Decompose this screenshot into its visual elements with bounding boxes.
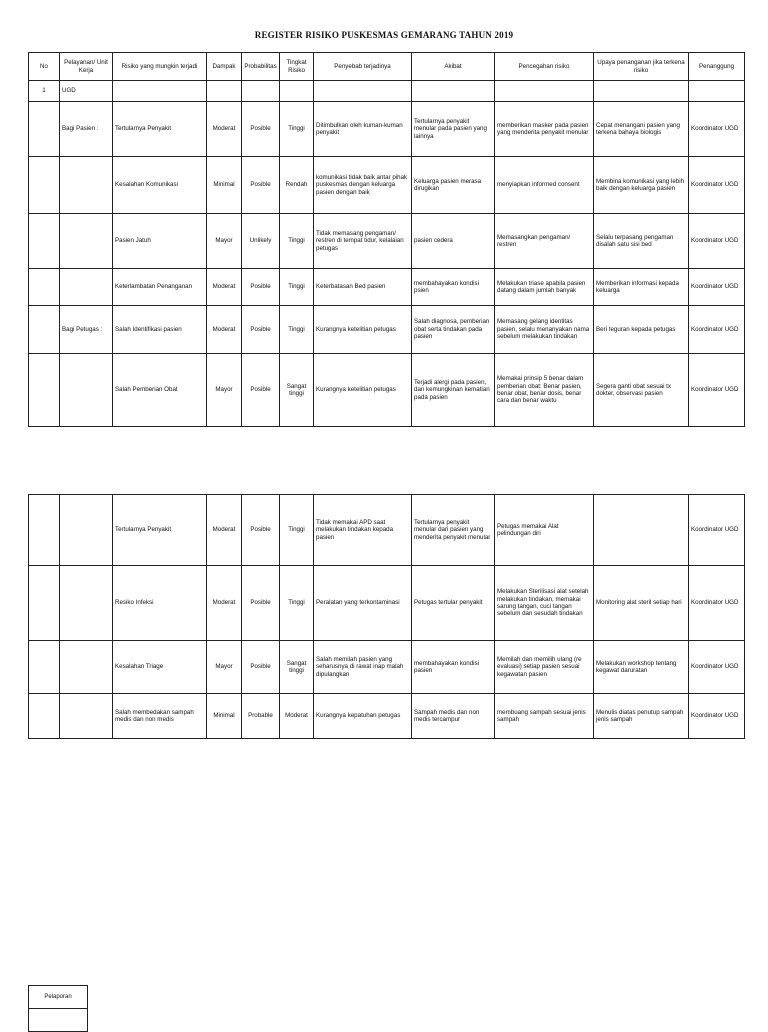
handling-cell: Memberikan informasi kepada keluarga bbox=[594, 269, 689, 306]
number-cell bbox=[29, 354, 60, 427]
handling-cell: Monitoring alat steril setiap hari bbox=[594, 566, 689, 641]
prevention-cell: Memakai prinsip 5 benar dalam pemberian obat: Benar pasien, benar obat, benar dosis, benar cara dan benar waktu bbox=[495, 354, 594, 427]
probability-cell: Posible bbox=[242, 495, 280, 566]
risk-level-cell: Tinggi bbox=[280, 102, 314, 157]
effect-cell: Petugas tertular penyakit bbox=[412, 566, 495, 641]
prevention-cell: Memasangkan pengaman/ restren bbox=[495, 214, 594, 269]
risk-level-cell: Sangat tinggi bbox=[280, 641, 314, 694]
table-row bbox=[29, 566, 745, 641]
impact-cell: Mayor bbox=[207, 354, 242, 427]
risk-cell: Salah Identifikasi pasien bbox=[113, 306, 207, 354]
empty-cell bbox=[594, 81, 689, 102]
probability-cell: Posible bbox=[242, 157, 280, 214]
prevention-cell: Memilah dan memilih ulang (re evaluasi) setiap pasien sesuai kegawatan pasien bbox=[495, 641, 594, 694]
number-cell bbox=[29, 495, 60, 566]
responsible-cell: Koordinator UGD bbox=[689, 694, 745, 739]
header-cell: Akibat bbox=[412, 53, 495, 81]
risk-cell: Pasien Jatuh bbox=[113, 214, 207, 269]
report-box bbox=[28, 985, 88, 1032]
empty-cell bbox=[207, 81, 242, 102]
probability-cell: Posible bbox=[242, 566, 280, 641]
risk-cell: Tertularnya Penyakit bbox=[113, 495, 207, 566]
responsible-cell: Koordinator UGD bbox=[689, 495, 745, 566]
prevention-cell: memberikan masker pada pasien yang menderita penyakit menular bbox=[495, 102, 594, 157]
effect-cell: Tertularnya penyakit menular pada pasien yang lainnya bbox=[412, 102, 495, 157]
probability-cell: Probable bbox=[242, 694, 280, 739]
risk-cell: Resiko Infeksi bbox=[113, 566, 207, 641]
responsible-cell: Koordinator UGD bbox=[689, 354, 745, 427]
effect-cell: Sampah medis dan non medis tercampur bbox=[412, 694, 495, 739]
handling-cell: Selalu terpasang pengaman disalah satu sisi bed bbox=[594, 214, 689, 269]
empty-cell bbox=[113, 81, 207, 102]
risk-register-table bbox=[28, 52, 745, 427]
empty-cell bbox=[412, 81, 495, 102]
risk-level-cell: Rendah bbox=[280, 157, 314, 214]
risk-level-cell: Sangat tinggi bbox=[280, 354, 314, 427]
cause-cell: Tidak memasang pengaman/ restren di tempat tidur, kelalaian petugas bbox=[314, 214, 412, 269]
handling-cell: Segera ganti obat sesuai tx dokter, observasi pasien bbox=[594, 354, 689, 427]
impact-cell: Minimal bbox=[207, 157, 242, 214]
cause-cell: Kurangnya kepatuhan petugas bbox=[314, 694, 412, 739]
prevention-cell: membuang sampah sesuai jenis sampah bbox=[495, 694, 594, 739]
unit-cell bbox=[60, 566, 113, 641]
number-cell bbox=[29, 694, 60, 739]
empty-cell bbox=[242, 81, 280, 102]
table-row bbox=[29, 495, 745, 566]
header-cell: Dampak bbox=[207, 53, 242, 81]
table-row bbox=[29, 269, 745, 306]
risk-cell: Kesalahan Komunikasi bbox=[113, 157, 207, 214]
header-cell: Risiko yang mungkin terjadi bbox=[113, 53, 207, 81]
header-cell: Penyebab terjadinya bbox=[314, 53, 412, 81]
responsible-cell: Koordinator UGD bbox=[689, 566, 745, 641]
empty-cell bbox=[495, 81, 594, 102]
responsible-cell: Koordinator UGD bbox=[689, 641, 745, 694]
risk-cell: Tertularnya Penyakit bbox=[113, 102, 207, 157]
responsible-cell: Koordinator UGD bbox=[689, 269, 745, 306]
table-row bbox=[29, 157, 745, 214]
table-row bbox=[29, 214, 745, 269]
header-cell: No bbox=[29, 53, 60, 81]
report-empty-cell bbox=[29, 1009, 88, 1032]
table-row bbox=[29, 641, 745, 694]
report-label: Pelaporan bbox=[29, 986, 88, 1009]
prevention-cell: Melakukan triase apabila pasien datang dalam jumlah banyak bbox=[495, 269, 594, 306]
effect-cell: Tertularnya penyakit menular dari pasien yang menderita penyakit menular bbox=[412, 495, 495, 566]
header-row bbox=[29, 53, 745, 81]
risk-cell: Salah Pemberian Obat bbox=[113, 354, 207, 427]
impact-cell: Moderat bbox=[207, 566, 242, 641]
risk-level-cell: Tinggi bbox=[280, 495, 314, 566]
number-cell bbox=[29, 269, 60, 306]
unit-cell bbox=[60, 269, 113, 306]
cause-cell: Tidak memakai APD saat melakukan tindakan kepada pasien bbox=[314, 495, 412, 566]
unit-cell bbox=[60, 694, 113, 739]
risk-register-table-continued bbox=[28, 494, 745, 739]
number-cell bbox=[29, 641, 60, 694]
impact-cell: Moderat bbox=[207, 495, 242, 566]
unit-cell: Bagi Pasien : bbox=[60, 102, 113, 157]
probability-cell: Posible bbox=[242, 269, 280, 306]
impact-cell: Mayor bbox=[207, 214, 242, 269]
empty-cell bbox=[689, 81, 745, 102]
probability-cell: Unlikely bbox=[242, 214, 280, 269]
header-cell: Penanggung bbox=[689, 53, 745, 81]
unit-cell bbox=[60, 641, 113, 694]
responsible-cell: Koordinator UGD bbox=[689, 306, 745, 354]
handling-cell: Beri teguran kepada petugas bbox=[594, 306, 689, 354]
impact-cell: Moderat bbox=[207, 306, 242, 354]
risk-cell: Kesalahan Triage bbox=[113, 641, 207, 694]
number-cell bbox=[29, 566, 60, 641]
prevention-cell: menyiapkan informed consent bbox=[495, 157, 594, 214]
probability-cell: Posible bbox=[242, 102, 280, 157]
section-row bbox=[29, 81, 745, 102]
cause-cell: Peralatan yang terkontaminasi bbox=[314, 566, 412, 641]
effect-cell: Keluarga pasien merasa dirugikan bbox=[412, 157, 495, 214]
prevention-cell: Melakukan Sterilisasi alat setelah melakukan tindakan, memakai sarung tangan, cuci tangan sebelum dan sesudah tindakan bbox=[495, 566, 594, 641]
handling-cell: Cepat menangani pasien yang terkena bahaya biologis bbox=[594, 102, 689, 157]
section-unit: UGD bbox=[60, 81, 113, 102]
number-cell bbox=[29, 214, 60, 269]
probability-cell: Posible bbox=[242, 354, 280, 427]
document-title: REGISTER RISIKO PUSKESMAS GEMARANG TAHUN 2019 bbox=[254, 30, 514, 40]
handling-cell: Menulis diatas penutup sampah jenis sampah bbox=[594, 694, 689, 739]
risk-level-cell: Tinggi bbox=[280, 214, 314, 269]
handling-cell: Melakukan workshop tentang kegawat daruratan bbox=[594, 641, 689, 694]
cause-cell: Ditimbulkan oleh kuman-kuman penyakit bbox=[314, 102, 412, 157]
handling-cell: Membina komunikasi yang lebih baik dengan keluarga pasien bbox=[594, 157, 689, 214]
unit-cell: Bagi Petugas : bbox=[60, 306, 113, 354]
table-row bbox=[29, 354, 745, 427]
unit-cell bbox=[60, 354, 113, 427]
impact-cell: Moderat bbox=[207, 102, 242, 157]
impact-cell: Moderat bbox=[207, 269, 242, 306]
empty-cell bbox=[314, 81, 412, 102]
effect-cell: pasien cedera bbox=[412, 214, 495, 269]
prevention-cell: Petugas memakai Alat pelindungan diri bbox=[495, 495, 594, 566]
effect-cell: membahayakan kondisi psien bbox=[412, 269, 495, 306]
header-cell: Probabilitas bbox=[242, 53, 280, 81]
header-cell: Upaya penanganan jika terkena risiko bbox=[594, 53, 689, 81]
risk-level-cell: Tinggi bbox=[280, 306, 314, 354]
responsible-cell: Koordinator UGD bbox=[689, 102, 745, 157]
number-cell bbox=[29, 157, 60, 214]
empty-cell bbox=[280, 81, 314, 102]
impact-cell: Mayor bbox=[207, 641, 242, 694]
table-row bbox=[29, 306, 745, 354]
risk-cell: Keterlambatan Penanganan bbox=[113, 269, 207, 306]
header-cell: Pelayanan/ Unit Kerja bbox=[60, 53, 113, 81]
responsible-cell: Koordinator UGD bbox=[689, 214, 745, 269]
header-cell: Tingkat Risiko bbox=[280, 53, 314, 81]
effect-cell: Terjadi alergi pada pasien, dan kemungkinan kematian pada pasien bbox=[412, 354, 495, 427]
header-cell: Pencegahan risiko bbox=[495, 53, 594, 81]
cause-cell: Salah memilah pasien yang seharusnya di rawat inap malah dipulangkan bbox=[314, 641, 412, 694]
cause-cell: Keterbatasan Bed pasien bbox=[314, 269, 412, 306]
risk-level-cell: Moderat bbox=[280, 694, 314, 739]
responsible-cell: Koordinator UGD bbox=[689, 157, 745, 214]
risk-level-cell: Tinggi bbox=[280, 566, 314, 641]
prevention-cell: Memasang gelang identitas pasien, selalu menanyakan nama sebelum melakukan tindakan bbox=[495, 306, 594, 354]
section-number: 1 bbox=[29, 81, 60, 102]
unit-cell bbox=[60, 157, 113, 214]
effect-cell: Salah diagnosa, pemberian obat serta tindakan pada pasien bbox=[412, 306, 495, 354]
table-row bbox=[29, 694, 745, 739]
unit-cell bbox=[60, 214, 113, 269]
unit-cell bbox=[60, 495, 113, 566]
number-cell bbox=[29, 102, 60, 157]
probability-cell: Posible bbox=[242, 641, 280, 694]
table-row bbox=[29, 102, 745, 157]
probability-cell: Posible bbox=[242, 306, 280, 354]
cause-cell: Kurangnya ketelitian petugas bbox=[314, 306, 412, 354]
impact-cell: Minimal bbox=[207, 694, 242, 739]
risk-level-cell: Tinggi bbox=[280, 269, 314, 306]
cause-cell: komunikasi tidak baik antar pihak puskesmas dengan keluarga pasien dengan baik bbox=[314, 157, 412, 214]
risk-cell: Salah membedakan sampah medis dan non medis bbox=[113, 694, 207, 739]
cause-cell: Kurangnya ketelitian petugas bbox=[314, 354, 412, 427]
effect-cell: membahayakan kondisi pasien bbox=[412, 641, 495, 694]
number-cell bbox=[29, 306, 60, 354]
handling-cell bbox=[594, 495, 689, 566]
